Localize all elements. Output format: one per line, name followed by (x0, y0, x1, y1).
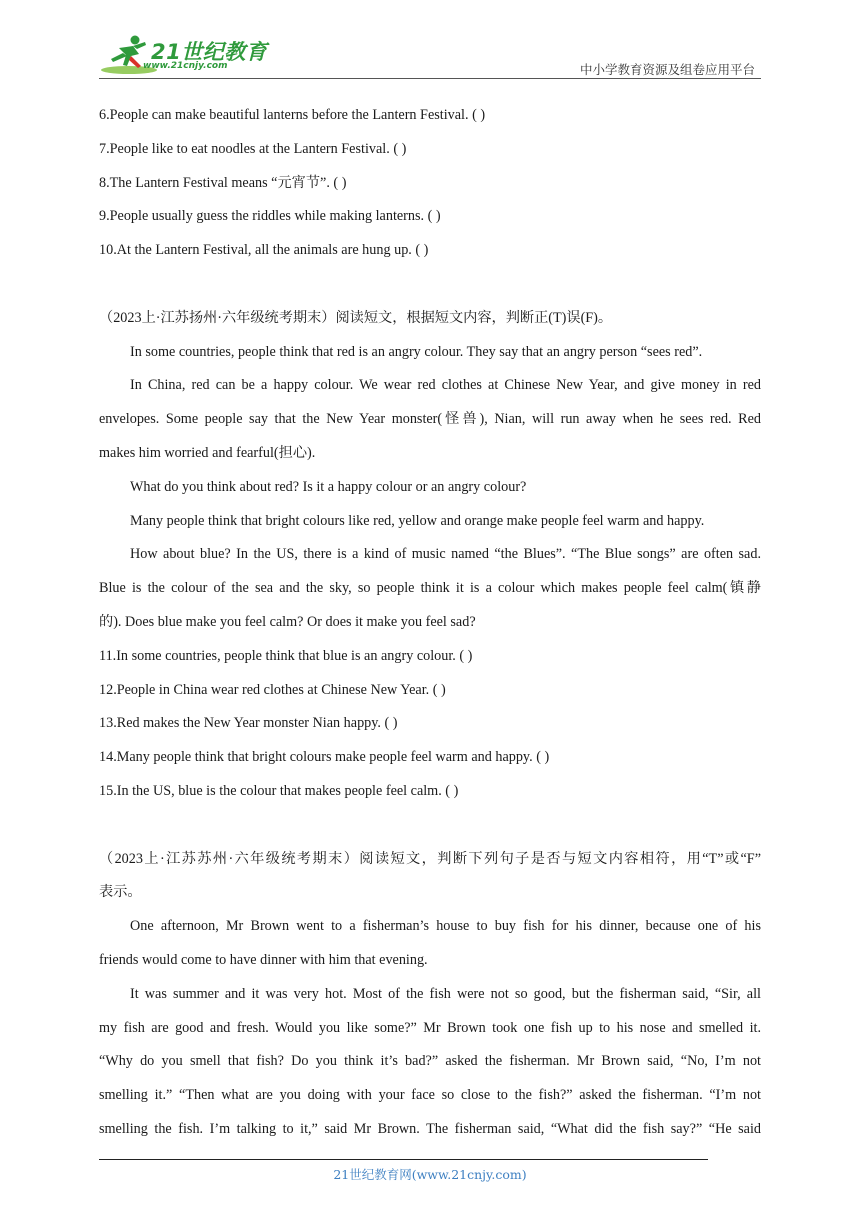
page-footer: 21世纪教育网(www.21cnjy.com) (333, 1167, 527, 1182)
question-12: 12.People in China wear red clothes at Chinese New Year. ( ) (99, 681, 446, 698)
passage-line: One afternoon, Mr Brown went to a fisherman’s house to buy fish for his dinner, because one of his (130, 918, 761, 935)
passage-line: Blue is the colour of the sea and the sky, so people think it is a colour which makes people feel calm(镇静 (99, 580, 761, 597)
passage-line: smelling it.” “Then what are you doing with your face so close to the fish?” asked the fisherman. “I’m not (99, 1087, 761, 1104)
question-15: 15.In the US, blue is the colour that makes people feel calm. ( ) (99, 782, 459, 799)
question-10: 10.At the Lantern Festival, all the animals are hung up. ( ) (99, 242, 429, 259)
section-source-cont: 表示。 (99, 884, 142, 901)
passage-line: smelling the fish. I’m talking to it,” said Mr Brown. The fisherman said, “What did the fish say?” “He said (99, 1120, 761, 1137)
question-11: 11.In some countries, people think that blue is an angry colour. ( ) (99, 647, 473, 664)
section-source: （2023上·江苏扬州·六年级统考期末）阅读短文，根据短文内容，判断正(T)误(F)。 (99, 309, 613, 326)
passage-line: friends would come to have dinner with him that evening. (99, 951, 428, 968)
passage-line: It was summer and it was very hot. Most of the fish were not so good, but the fisherman said, “Sir, all (130, 985, 761, 1002)
question-14: 14.Many people think that bright colours make people feel warm and happy. ( ) (99, 749, 550, 766)
passage-line: What do you think about red? Is it a happy colour or an angry colour? (130, 478, 527, 495)
logo-url: www.21cnjy.com (143, 61, 228, 71)
passage-line: How about blue? In the US, there is a kind of music named “the Blues”. “The Blue songs” are often sad. (130, 546, 761, 563)
logo-text: 21世纪教育 (151, 40, 268, 64)
question-13: 13.Red makes the New Year monster Nian happy. ( ) (99, 715, 398, 732)
passage-line: Many people think that bright colours like red, yellow and orange make people feel warm and happy. (130, 512, 705, 529)
section-lantern-questions (99, 99, 761, 268)
question-7: 7.People like to eat noodles at the Lantern Festival. ( ) (99, 140, 407, 157)
passage-line: In China, red can be a happy colour. We wear red clothes at Chinese New Year, and give money in red (130, 377, 761, 394)
question-8: 8.The Lantern Festival means “元宵节”. ( ) (99, 174, 347, 191)
document-body (99, 99, 761, 1147)
passage-line: makes him worried and fearful(担心). (99, 444, 316, 461)
passage-line: envelopes. Some people say that the New Year monster(怪兽), Nian, will run away when he sees red. Red (99, 411, 761, 428)
section-source: （2023上·江苏苏州·六年级统考期末）阅读短文，判断下列句子是否与短文内容相符，用“T”或“F” (99, 850, 761, 867)
passage-line: my fish are good and fresh. Would you like some?” Mr Brown took one fish up to his nose and smelled it. (99, 1019, 761, 1036)
passage-line: “Why do you smell that fish? Do you think it’s bad?” asked the fisherman. Mr Brown said, “No, I’m not (99, 1053, 761, 1070)
passage-line: In some countries, people think that red is an angry colour. They say that an angry person “sees red”. (130, 343, 703, 360)
platform-name: 中小学教育资源及组卷应用平台 (579, 62, 755, 77)
passage-line: 的). Does blue make you feel calm? Or does it make you feel sad? (99, 613, 476, 630)
question-9: 9.People usually guess the riddles while making lanterns. ( ) (99, 208, 441, 225)
footer-divider (99, 1159, 708, 1160)
section-fish-passage (99, 843, 761, 1147)
section-colours-passage (99, 302, 761, 809)
question-6: 6.People can make beautiful lanterns before the Lantern Festival. ( ) (99, 107, 486, 123)
page-header (99, 30, 761, 79)
site-logo (99, 32, 269, 76)
